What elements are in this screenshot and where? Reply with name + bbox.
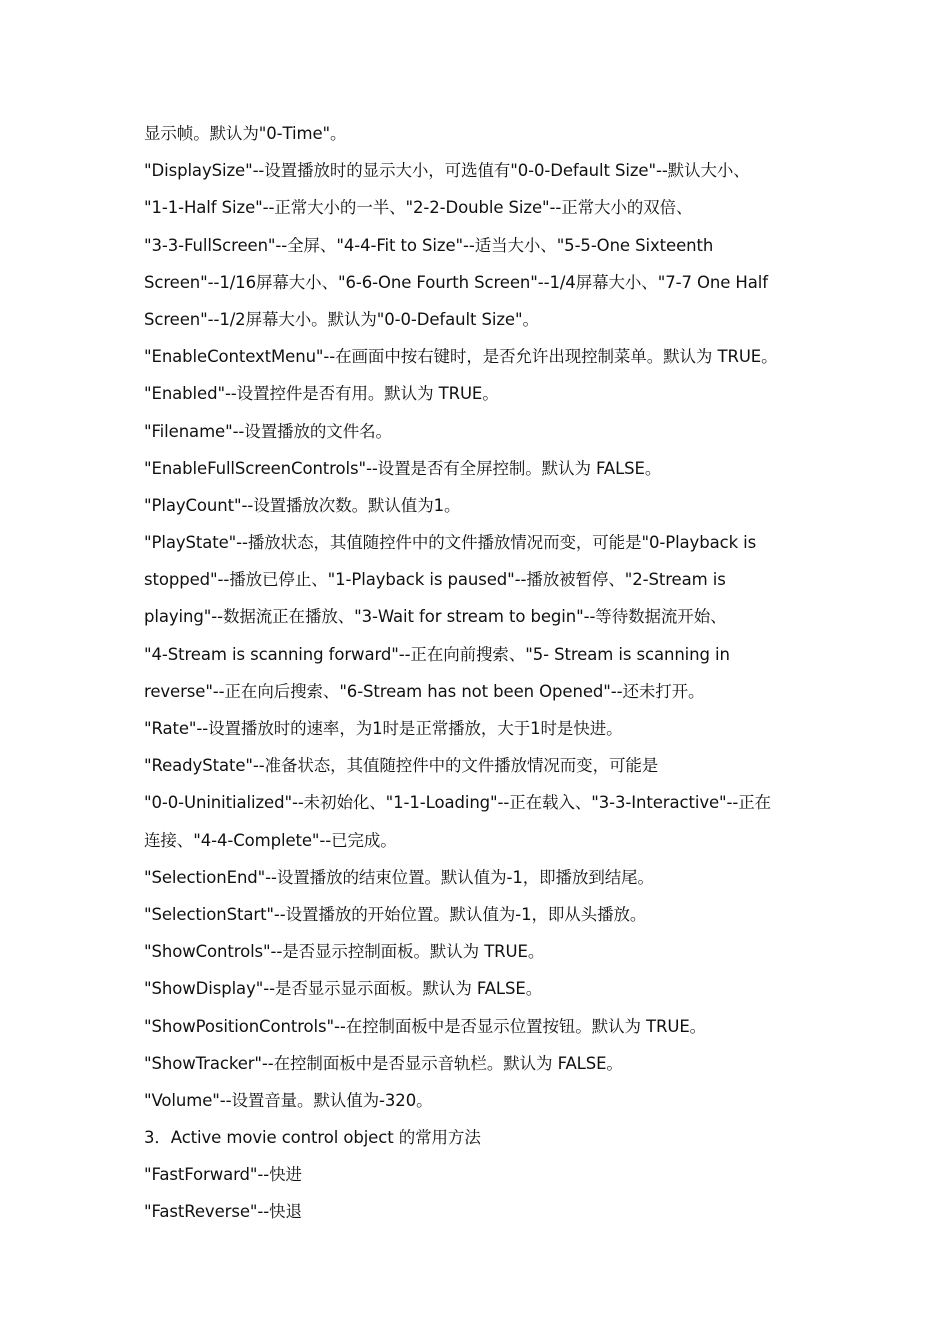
text-line: "FastReverse"--快退: [144, 1202, 302, 1222]
text-line: 显示帧。默认为"0-Time"。: [144, 124, 347, 143]
text-line: Screen"--1/2屏幕大小。默认为"0-0-Default Size"。: [144, 309, 539, 329]
text-line: "4-Stream is scanning forward"--正在向前搜索、"5- Stream is scanning in: [144, 644, 730, 664]
text-line: "DisplaySize"--设置播放时的显示大小，可选值有"0-0-Default Size"--默认大小、: [144, 161, 750, 181]
text-line: "SelectionStart"--设置播放的开始位置。默认值为-1，即从头播放。: [144, 904, 647, 924]
text-line: "EnableFullScreenControls"--设置是否有全屏控制。默认为 FALSE。: [144, 458, 662, 478]
text-line: "FastForward"--快进: [144, 1165, 302, 1185]
text-line: "SelectionEnd"--设置播放的结束位置。默认值为-1，即播放到结尾。: [144, 867, 654, 887]
text-line: playing"--数据流正在播放、"3-Wait for stream to begin"--等待数据流开始、: [144, 607, 727, 627]
text-line: "ShowTracker"--在控制面板中是否显示音轨栏。默认为 FALSE。: [144, 1053, 623, 1073]
text-line: stopped"--播放已停止、"1-Playback is paused"--播放被暂停、"2-Stream is: [144, 570, 726, 590]
text-line: Screen"--1/16屏幕大小、"6-6-One Fourth Screen"--1/4屏幕大小、"7-7 One Half: [144, 272, 768, 292]
text-line: "ShowDisplay"--是否显示显示面板。默认为 FALSE。: [144, 979, 543, 999]
text-line: reverse"--正在向后搜索、"6-Stream has not been Opened"--还未打开。: [144, 681, 705, 701]
text-line: "ReadyState"--准备状态，其值随控件中的文件播放情况而变，可能是: [144, 756, 659, 776]
text-line: "Filename"--设置播放的文件名。: [144, 421, 392, 441]
text-line: 连接、"4-4-Complete"--已完成。: [144, 830, 397, 850]
text-line: "Rate"--设置播放时的速率，为1时是正常播放，大于1时是快进。: [144, 719, 623, 738]
text-line: "3-3-FullScreen"--全屏、"4-4-Fit to Size"--适当大小、"5-5-One Sixteenth: [144, 235, 714, 255]
text-line: "PlayState"--播放状态，其值随控件中的文件播放情况而变，可能是"0-Playback is: [144, 533, 757, 553]
text-line: "ShowPositionControls"--在控制面板中是否显示位置按钮。默认为 TRUE。: [144, 1016, 707, 1036]
text-line: "PlayCount"--设置播放次数。默认值为1。: [144, 495, 461, 515]
section-heading: 3．Active movie control object 的常用方法: [144, 1128, 481, 1148]
text-line: "EnableContextMenu"--在画面中按右键时，是否允许出现控制菜单。默认为 TRUE。: [144, 347, 778, 367]
text-line: "Enabled"--设置控件是否有用。默认为 TRUE。: [144, 384, 499, 404]
text-line: "ShowControls"--是否显示控制面板。默认为 TRUE。: [144, 942, 545, 962]
document-page: [144, 115, 814, 1231]
text-line: "0-0-Uninitialized"--未初始化、"1-1-Loading"--正在载入、"3-3-Interactive"--正在: [144, 793, 772, 813]
text-line: "Volume"--设置音量。默认值为-320。: [144, 1090, 433, 1110]
text-line: "1-1-Half Size"--正常大小的一半、"2-2-Double Size"--正常大小的双倍、: [144, 198, 693, 218]
